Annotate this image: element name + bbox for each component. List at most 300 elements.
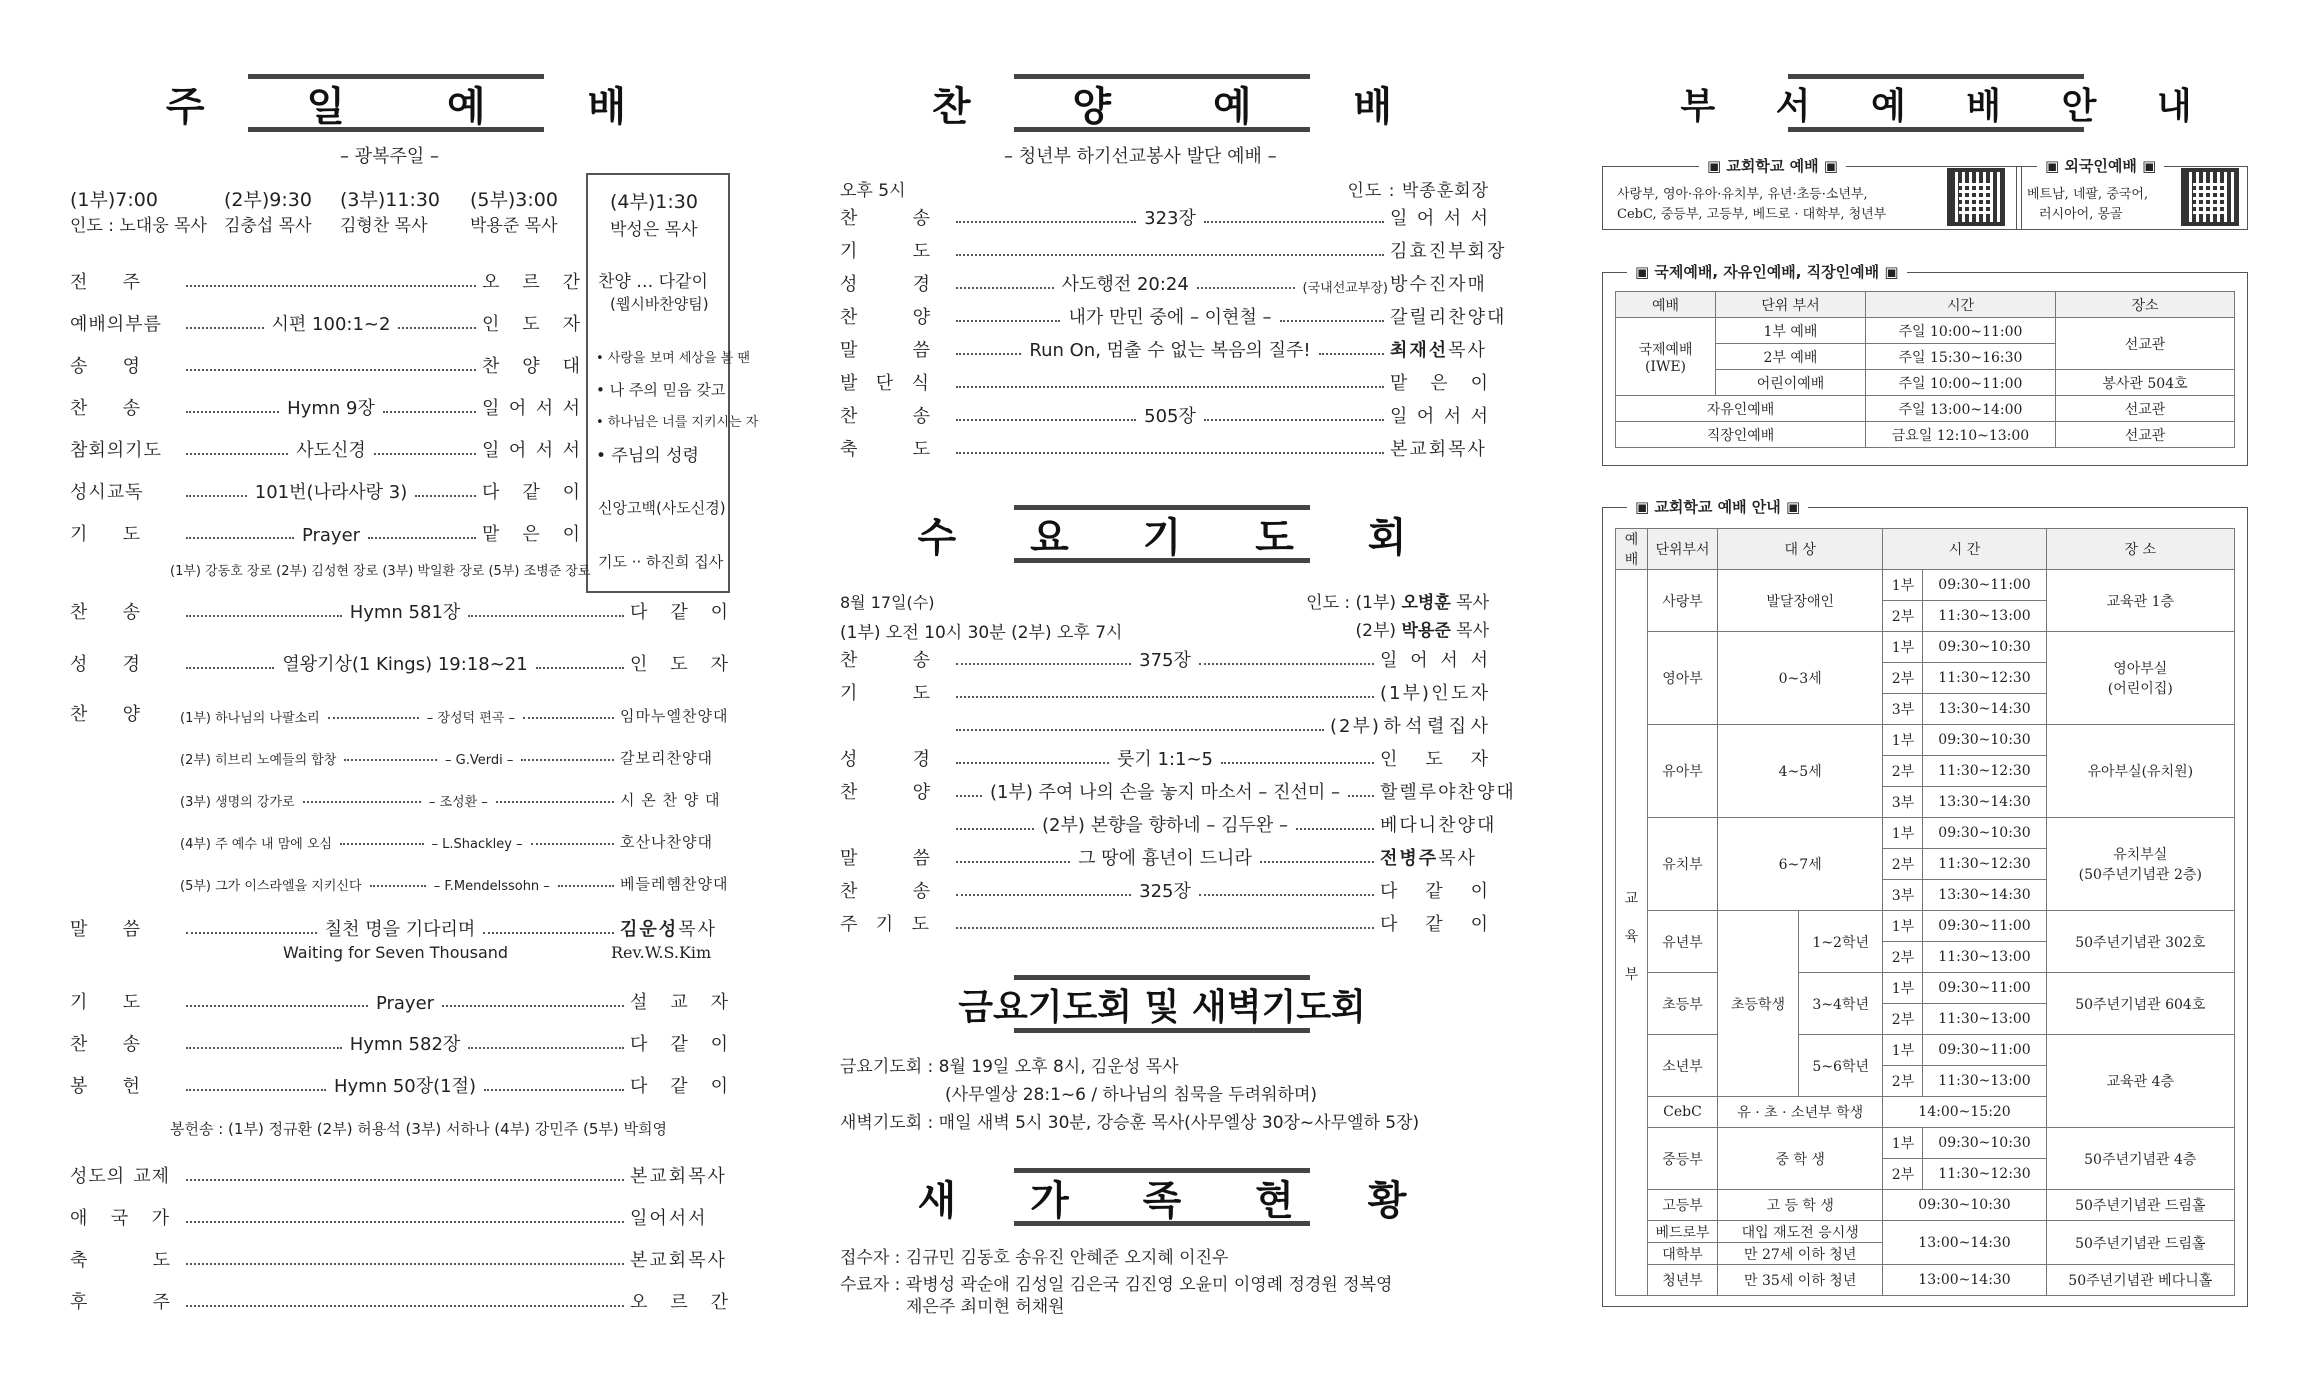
order-person-char: 서: [1443, 208, 1464, 229]
order-person-char: 맡: [482, 524, 502, 545]
order-person-char: 다: [630, 1076, 650, 1097]
session-time: 11:30~13:00: [1923, 601, 2046, 632]
dept-place-line: 교육관 1층: [2106, 593, 2175, 610]
praise-leader: 인도 : 박종훈회장: [1347, 181, 1489, 201]
order-row: [70, 598, 730, 624]
order-person-char: 본교회목사: [630, 1250, 727, 1271]
leader-dots: [956, 927, 1374, 929]
session-time: 13:30~14:30: [1923, 694, 2046, 725]
order-person-name: 최재선: [1390, 340, 1449, 361]
fourth-praise: 찬양 … 다같이: [598, 272, 708, 292]
order-person: [1390, 237, 1507, 263]
order-item-char: 교제: [133, 1166, 170, 1187]
leader-dots: [186, 537, 294, 539]
order-person-char: 오: [482, 272, 502, 293]
order-row: [840, 270, 1490, 296]
order-person: [630, 1072, 730, 1098]
order-person: [482, 436, 582, 462]
order-item-char: 성: [840, 749, 858, 770]
service-time: (3부)11:30: [340, 189, 441, 211]
edu-worship-heading: ▣ 교회학교 예배 ▣: [1699, 155, 1846, 176]
service-leader: 박용준 목사: [470, 216, 558, 236]
order-person: [1390, 336, 1490, 362]
choir-name: 호산나찬양대: [620, 833, 713, 851]
order-item: [70, 700, 140, 726]
order-item-char: 성: [70, 482, 89, 503]
leader-dots: [1199, 663, 1374, 665]
edu-group-char: 육: [1624, 929, 1639, 945]
leader-dots: [956, 254, 1384, 256]
leader-dots: [956, 828, 1034, 830]
new-family-title: 새 가 족 현 황: [1014, 1168, 1310, 1226]
order-item: [840, 877, 930, 903]
order-row: [840, 204, 1490, 230]
order-item: [70, 650, 140, 676]
dept-target: 0~3세: [1718, 632, 1883, 725]
session-time: 13:00~14:30: [1883, 1221, 2046, 1265]
order-item: [840, 679, 930, 705]
leader-dots: [186, 1005, 368, 1007]
order-person: [482, 352, 582, 378]
order-person-char: 하: [1383, 716, 1403, 737]
session-time: 13:30~14:30: [1923, 880, 2046, 911]
leader-dots: [523, 717, 614, 719]
leader-dots: [1197, 287, 1295, 289]
leader-dots: [956, 419, 1136, 421]
order-person-char: 자: [710, 654, 730, 675]
dept-place: 50주년기념관 604호: [2046, 973, 2234, 1035]
order-item: [840, 844, 930, 870]
order-person-char: 다: [482, 482, 502, 503]
leader-dots: [956, 729, 1324, 731]
leader-dots: [468, 1047, 624, 1049]
session: 1부: [1883, 1035, 1923, 1066]
service-time: (1부)7:00: [70, 189, 158, 211]
order-row: [70, 1072, 730, 1098]
leader-dots: [186, 1305, 624, 1307]
order-row: [840, 778, 1516, 804]
sch-col-dept: 단위부서: [1648, 529, 1718, 570]
order-item-char: 단: [875, 373, 895, 394]
order-person: [630, 988, 730, 1014]
session: 2부: [1883, 1159, 1923, 1190]
edu-worship-list-2: CebC, 중등부, 고등부, 베드로 · 대학부, 청년부: [1617, 207, 1887, 222]
dept-name: 고등부: [1648, 1190, 1718, 1221]
order-person-char: 교: [670, 992, 690, 1013]
order-content: Hymn 581장: [349, 602, 461, 623]
order-row: [840, 712, 1490, 738]
order-person: [482, 520, 582, 546]
dept-name: 영아부: [1648, 632, 1718, 725]
order-person-char: 다: [630, 1034, 650, 1055]
order-item: [70, 520, 140, 546]
order-person: [482, 310, 582, 336]
session: 3부: [1883, 694, 1923, 725]
leader-dots: [415, 495, 476, 497]
dept-place: 50주년기념관 베다니홀: [2046, 1265, 2234, 1296]
dept-place: [2046, 818, 2234, 911]
friday-dawn-title: 금요기도회 및 새벽기도회: [1014, 975, 1310, 1033]
order-item-char: 도: [122, 524, 140, 545]
order-item: [840, 204, 930, 230]
order-item-char: 성: [70, 654, 88, 675]
order-person-title: 목사: [1438, 848, 1477, 869]
session-time: 09:30~10:30: [1923, 632, 2046, 663]
order-content: 그 땅에 흉년이 드니라: [1078, 848, 1252, 869]
order-item-char: 말: [840, 848, 858, 869]
order-person: [630, 1030, 730, 1056]
fourth-song-4: • 주님의 성령: [596, 446, 699, 466]
order-item: [70, 436, 162, 462]
wednesday-prayer-title: 수 요 기 도 회: [1014, 505, 1310, 563]
order-item-char: 기: [875, 914, 895, 935]
fourth-prayer: 기도 ·· 하진희 집사: [598, 553, 724, 571]
session-time: 11:30~13:00: [1923, 942, 2046, 973]
order-item-char: 양: [912, 782, 930, 803]
order-content: 룻기 1:1~5: [1117, 749, 1214, 770]
session: 1부: [1883, 911, 1923, 942]
intl-group-label-2: (IWE): [1644, 358, 1687, 375]
choir-row: [70, 826, 730, 852]
order-item-char: 도: [122, 992, 140, 1013]
order-row: [840, 811, 1497, 837]
leader-dots: [483, 932, 614, 934]
order-content: Prayer: [375, 993, 435, 1014]
session-time: 14:00~15:20: [1883, 1097, 2046, 1128]
order-row: [70, 352, 582, 378]
order-person-char: 설: [630, 992, 650, 1013]
intl-dept: 어린이예배: [1716, 370, 1866, 396]
order-row: [840, 369, 1490, 395]
leader-dots: [186, 1089, 326, 1091]
order-person: [1380, 646, 1490, 672]
order-item-char: 후: [70, 1292, 88, 1313]
dept-name: 유년부: [1648, 911, 1718, 973]
order-person-char: 다: [1380, 914, 1400, 935]
dept-name: 유아부: [1648, 725, 1718, 818]
order-item-char: 축: [70, 1250, 88, 1271]
order-item: [70, 598, 140, 624]
order-row: [70, 478, 582, 504]
foreign-worship-box: [2016, 157, 2248, 230]
sch-col-worship: 예배: [1616, 529, 1648, 570]
praise-time: 오후 5시: [840, 181, 906, 201]
order-row: [840, 844, 1490, 870]
table-row: [1616, 1190, 2235, 1221]
order-item-char: 찬: [840, 307, 858, 328]
session-time: 09:30~11:00: [1923, 973, 2046, 1004]
fourth-service-time: (4부)1:30: [610, 191, 698, 213]
session: 3부: [1883, 787, 1923, 818]
service-time: (2부)9:30: [224, 189, 312, 211]
order-person-char: 일: [482, 440, 502, 461]
leader-dots: [956, 663, 1131, 665]
order-item-char: 찬: [70, 704, 88, 725]
order-item-char: 헌: [122, 1076, 140, 1097]
table-row: [1616, 632, 2235, 663]
leader-dots: [956, 353, 1021, 355]
school-worship-table: [1615, 528, 2235, 1296]
intl-worship-table: [1615, 291, 2235, 448]
praise-worship-title: 찬 양 예 배: [1014, 74, 1310, 132]
order-person: [1390, 270, 1490, 296]
session: 2부: [1883, 663, 1923, 694]
leader-dots: [344, 759, 437, 761]
order-person-char: 도: [1450, 683, 1471, 704]
session: 2부: [1883, 942, 1923, 973]
intl-time: 주일 15:30~16:30: [1866, 344, 2056, 370]
session-time: 09:30~11:00: [1923, 1035, 2046, 1066]
order-content: 375장: [1139, 650, 1191, 671]
order-item: [70, 478, 144, 504]
choir-song: (5부) 그가 이스라엘을 지키신다: [180, 879, 362, 894]
order-item-char: 씀: [912, 340, 930, 361]
wed-times: (1부) 오전 10시 30분 (2부) 오후 7시: [840, 623, 1123, 643]
intl-col-worship: 예배: [1616, 292, 1716, 318]
order-content: 열왕기상(1 Kings) 19:18~21: [282, 654, 528, 675]
sch-col-time: 시 간: [1883, 529, 2046, 570]
order-person-char: 일어서서: [630, 1208, 708, 1229]
table-row: [1616, 1221, 2235, 1243]
order-item-char: 도: [912, 683, 930, 704]
order-person-char: 할렐루야찬양대: [1380, 782, 1516, 803]
order-person-char: (2부): [1330, 716, 1381, 737]
fourth-service-box: [586, 173, 759, 593]
leader-dots: [186, 667, 274, 669]
order-person-char: 이: [710, 1034, 730, 1055]
order-note: (국내선교부장): [1302, 281, 1388, 296]
order-row: [70, 310, 582, 336]
choir-row: [70, 700, 730, 726]
order-item: [70, 352, 140, 378]
order-person: [1380, 811, 1497, 837]
free-worship-dept: 자유인예배: [1616, 396, 1866, 422]
order-row: [840, 237, 1507, 263]
order-item-char: 기: [840, 241, 858, 262]
leader-dots: [303, 801, 421, 803]
order-person-char: 이: [710, 602, 730, 623]
leader-dots: [1221, 762, 1374, 764]
leader-dots: [956, 287, 1054, 289]
order-item-char: 기: [70, 524, 88, 545]
session: 2부: [1883, 849, 1923, 880]
leader-dots: [468, 615, 624, 617]
order-item: [840, 910, 930, 936]
leader-dots: [186, 453, 288, 455]
dept-name: 베드로부: [1648, 1221, 1718, 1243]
order-item-char: 기: [840, 683, 858, 704]
order-person-char: 본교회목사: [1390, 439, 1487, 460]
intl-col-place: 장소: [2056, 292, 2235, 318]
order-item-char: 송: [912, 650, 930, 671]
leader-dots: [536, 667, 624, 669]
dept-target: 유 · 초 · 소년부 학생: [1718, 1097, 1883, 1128]
order-content: 101번(나라사랑 3): [254, 482, 408, 503]
order-row: [840, 303, 1507, 329]
sch-col-place: 장 소: [2046, 529, 2234, 570]
leader-dots: [558, 885, 614, 887]
order-person: [630, 650, 730, 676]
order-item-char: 송: [122, 398, 140, 419]
order-item: [840, 303, 930, 329]
wed-leader-2-name: 박용준: [1401, 621, 1451, 641]
school-worship-box: [1602, 498, 2248, 1307]
prayer-elders: (1부) 강동호 장로 (2부) 김성현 장로 (3부) 박일환 장로 (5부) 조병준 장로: [170, 564, 591, 579]
order-person-char: 서: [1470, 406, 1490, 427]
order-person-char: 일: [1390, 208, 1410, 229]
order-item: [840, 402, 930, 428]
dept-worship-title: 부 서 예 배 안 내: [1788, 74, 2084, 132]
order-item: [70, 1030, 140, 1056]
order-item-char: 기도: [125, 440, 162, 461]
order-person-char: 대: [562, 356, 582, 377]
order-row: [840, 745, 1490, 771]
leader-dots: [186, 1263, 624, 1265]
order-person-char: 간: [710, 1292, 730, 1313]
order-item-char: 찬: [840, 208, 858, 229]
dept-name: 청년부: [1648, 1265, 1718, 1296]
order-person: [630, 1204, 730, 1230]
intl-col-dept: 단위 부서: [1716, 292, 1866, 318]
session-time: 09:30~10:30: [1923, 818, 2046, 849]
dept-place-line: 유치부실: [2113, 847, 2168, 863]
table-row: [1616, 1035, 2235, 1066]
foreign-worship-heading: ▣ 외국인예배 ▣: [2037, 155, 2164, 176]
leader-dots: [398, 327, 476, 329]
dept-name: 유치부: [1648, 818, 1718, 911]
work-worship-place: 선교관: [2056, 422, 2235, 448]
dept-target: 1~2학년: [1799, 911, 1883, 973]
order-person-char: 간: [562, 272, 582, 293]
session: 2부: [1883, 1066, 1923, 1097]
order-item-char: 찬: [840, 650, 858, 671]
order-person-char: 자: [1470, 683, 1490, 704]
order-content: Hymn 582장: [349, 1034, 461, 1055]
dept-place-line-2: (어린이집): [2107, 681, 2173, 697]
leader-dots: [1204, 221, 1384, 223]
table-row: [1616, 973, 2235, 1004]
order-row: [70, 1204, 730, 1230]
session-time: 13:30~14:30: [1923, 787, 2046, 818]
wed-leader-1-suffix: 목사: [1450, 593, 1489, 613]
session: 1부: [1883, 1128, 1923, 1159]
leader-dots: [956, 696, 1374, 698]
order-row: [70, 520, 582, 546]
order-person-char: 같: [670, 1076, 690, 1097]
session: 3부: [1883, 880, 1923, 911]
dept-name: 대학부: [1648, 1243, 1718, 1265]
order-content: Prayer: [301, 525, 361, 546]
order-person-char: 갈릴리찬양대: [1390, 307, 1507, 328]
order-content: 사도행전 20:24: [1061, 274, 1189, 295]
dawn-prayer: 새벽기도회 : 매일 새벽 5시 30분, 강승훈 목사(사무엘상 30장~사무엘하 5장): [840, 1113, 1420, 1133]
order-person-char: 자: [562, 314, 582, 335]
order-person-char: 같: [670, 1034, 690, 1055]
leader-dots: [484, 1089, 624, 1091]
intl-group-label: 국제예배: [1638, 341, 1693, 358]
session: 1부: [1883, 632, 1923, 663]
choir-composer: – G.Verdi –: [445, 753, 514, 768]
order-item-char: 주: [840, 914, 859, 935]
fourth-song-2: • 나 주의 믿음 갖고: [596, 381, 726, 399]
leader-dots: [1296, 828, 1374, 830]
order-person-name: 전병주: [1380, 848, 1439, 869]
session-time: 09:30~11:00: [1923, 570, 2046, 601]
order-row: [70, 268, 582, 294]
order-person-char: 이: [562, 482, 582, 503]
wed-leader-2: [1356, 616, 1489, 641]
session-time: 13:00~14:30: [1883, 1265, 2046, 1296]
order-item: [70, 1072, 140, 1098]
order-person: [630, 1162, 730, 1188]
order-person-char: 일: [1380, 650, 1400, 671]
order-person-char: 같: [1425, 914, 1445, 935]
session-time: 11:30~12:30: [1923, 756, 2046, 787]
sch-col-target: 대 상: [1718, 529, 1883, 570]
edu-group-char: 부: [1624, 967, 1639, 983]
leader-dots: [186, 1221, 624, 1223]
order-item-char: 찬: [840, 881, 858, 902]
work-worship-time: 금요일 12:10~13:00: [1866, 422, 2056, 448]
order-person-name: 김운성: [620, 919, 679, 940]
order-person-char: 같: [1425, 881, 1445, 902]
order-item-char: 축: [840, 439, 858, 460]
order-item-char: 국: [110, 1208, 130, 1229]
order-person: [620, 915, 730, 941]
order-person: [1330, 712, 1490, 738]
order-person: [482, 268, 582, 294]
leader-dots: [442, 1005, 624, 1007]
order-person-char: 사: [1470, 716, 1490, 737]
edu-group-cell: [1616, 570, 1648, 1296]
order-person: [1380, 778, 1516, 804]
session-time: 09:30~10:30: [1883, 1190, 2046, 1221]
order-person-char: 어: [508, 440, 529, 461]
dept-name: 소년부: [1648, 1035, 1718, 1097]
choir-name: 임마누엘찬양대: [620, 707, 729, 725]
order-person-char: 인: [630, 654, 650, 675]
leader-dots: [1260, 861, 1374, 863]
order-person-char: 도: [522, 314, 542, 335]
order-person: [630, 1288, 730, 1314]
order-item-char: 씀: [122, 919, 140, 940]
foreign-worship-list-1: 베트남, 네팔, 중국어,: [2027, 187, 2149, 202]
dept-name: 초등부: [1648, 973, 1718, 1035]
service-leader: 김형찬 목사: [340, 216, 428, 236]
order-item-char: 참회의: [70, 440, 126, 461]
dept-place: 50주년기념관 4층: [2046, 1128, 2234, 1190]
dept-name: 중등부: [1648, 1128, 1718, 1190]
service-leader: 인도 : 노대웅 목사: [70, 216, 207, 236]
order-item-char: 주: [152, 1292, 170, 1313]
service-leader: 김충섭 목사: [224, 216, 312, 236]
choir-row: [70, 742, 730, 768]
order-row: [840, 646, 1490, 672]
session-time: 09:30~10:30: [1923, 725, 2046, 756]
order-row: [840, 877, 1490, 903]
dept-target: 만 35세 이하 청년: [1718, 1265, 1883, 1296]
leader-dots: [186, 1047, 342, 1049]
order-content: 내가 만민 중에 – 이현철 –: [1068, 307, 1272, 328]
order-item: [840, 270, 930, 296]
order-person-char: 양: [522, 356, 542, 377]
order-item: [70, 1288, 170, 1314]
intl-time: 주일 10:00~11:00: [1866, 370, 2056, 396]
choir-name: 시 온 찬 양 대: [620, 791, 721, 809]
order-person: [1380, 844, 1490, 870]
wed-leader-2-label: (2부): [1355, 621, 1402, 641]
leader-dots: [368, 537, 476, 539]
